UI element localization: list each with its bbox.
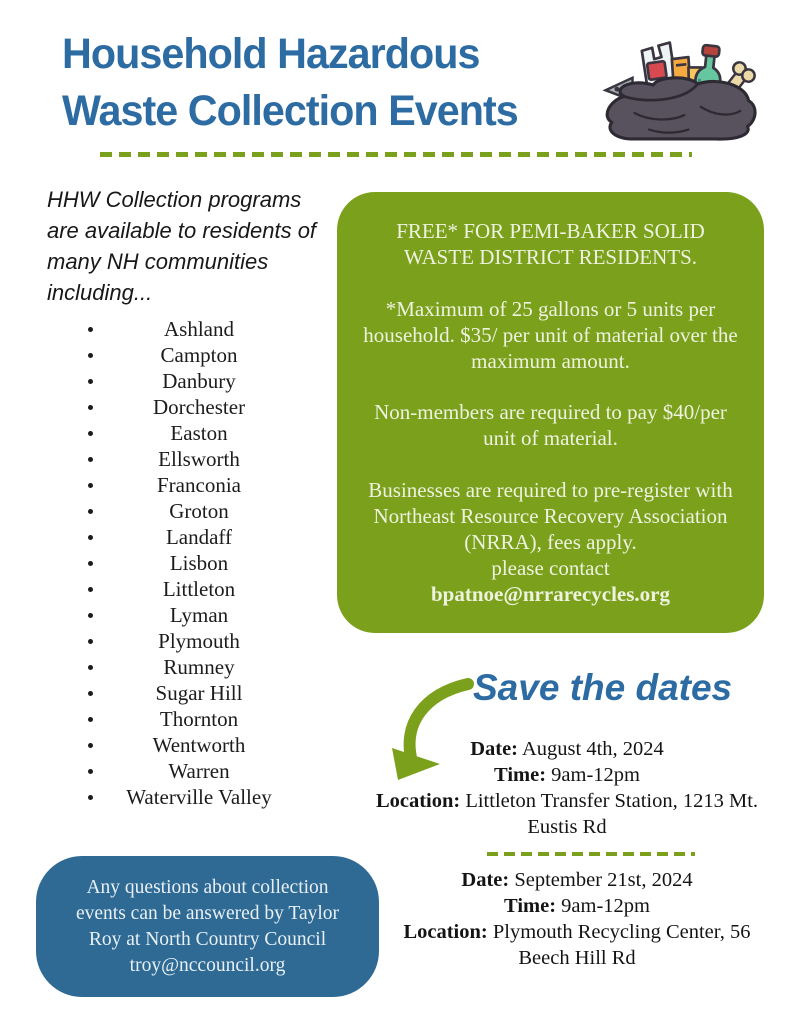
contact-info-box (36, 856, 379, 997)
list-item: Lisbon (84, 550, 298, 576)
list-item: Warren (84, 758, 298, 784)
list-item: Ashland (84, 316, 298, 342)
please-contact-label: please contact (491, 555, 610, 580)
list-item: Rumney (84, 654, 298, 680)
list-item: Franconia (84, 472, 298, 498)
list-item: Groton (84, 498, 298, 524)
contact-text: Any questions about collection events can be answered by Taylor Roy at North Country Council troy@nccouncil.org (75, 876, 340, 976)
event-time-line: Time: 9am-12pm (504, 895, 650, 917)
list-item: Littleton (84, 576, 298, 602)
save-the-dates-heading: Save the dates (473, 667, 733, 708)
council-email: troy@nccouncil.org (129, 954, 286, 976)
list-item: Ellsworth (84, 446, 298, 472)
list-item: Plymouth (84, 628, 298, 654)
event-date-line: Date: September 21st, 2024 (461, 869, 693, 891)
list-item: Landaff (84, 524, 298, 550)
list-item: Thornton (84, 706, 298, 732)
page-title-line2: Waste Collection Events (62, 87, 518, 135)
pricing-nonmembers-line: Non-members are required to pay $40/per unit of material. (374, 400, 727, 451)
list-item: Danbury (84, 368, 298, 394)
page-title-line1: Household Hazardous (62, 30, 480, 78)
dashed-divider-top (100, 152, 692, 157)
list-item: Easton (84, 420, 298, 446)
pricing-info-box (337, 192, 764, 633)
page-title (62, 26, 518, 140)
dashed-divider-events (487, 852, 695, 856)
pricing-free-line: FREE* FOR PEMI-BAKER SOLID WASTE DISTRICT RESIDENTS. (396, 219, 705, 269)
event-august (374, 736, 760, 840)
list-item: Campton (84, 342, 298, 368)
event-time-line: Time: 9am-12pm (494, 764, 640, 786)
towns-list (84, 316, 298, 810)
list-item: Lyman (84, 602, 298, 628)
event-location-line: Location: Littleton Transfer Station, 1213 Mt. Eustis Rd (375, 790, 759, 838)
intro-paragraph: HHW Collection programs are available to residents of many NH communities including... (47, 187, 317, 305)
list-item: Sugar Hill (84, 680, 298, 706)
pricing-maximum-line: *Maximum of 25 gallons or 5 units per household. $35/ per unit of material over the maximum amount. (363, 296, 738, 373)
trash-bag-icon (592, 26, 760, 142)
list-item: Wentworth (84, 732, 298, 758)
event-september (379, 867, 775, 971)
nrra-email: bpatnoe@nrrarecycles.org (430, 581, 670, 606)
pricing-businesses-line: Businesses are required to pre-register with Northeast Resource Recovery Association (NRRA), fees apply. please contact bpatnoe@nrrarecycles.org (368, 477, 733, 606)
event-date-line: Date: August 4th, 2024 (470, 738, 664, 760)
list-item: Dorchester (84, 394, 298, 420)
event-location-line: Location: Plymouth Recycling Center, 56 Beech Hill Rd (403, 921, 751, 969)
list-item: Waterville Valley (84, 784, 298, 810)
